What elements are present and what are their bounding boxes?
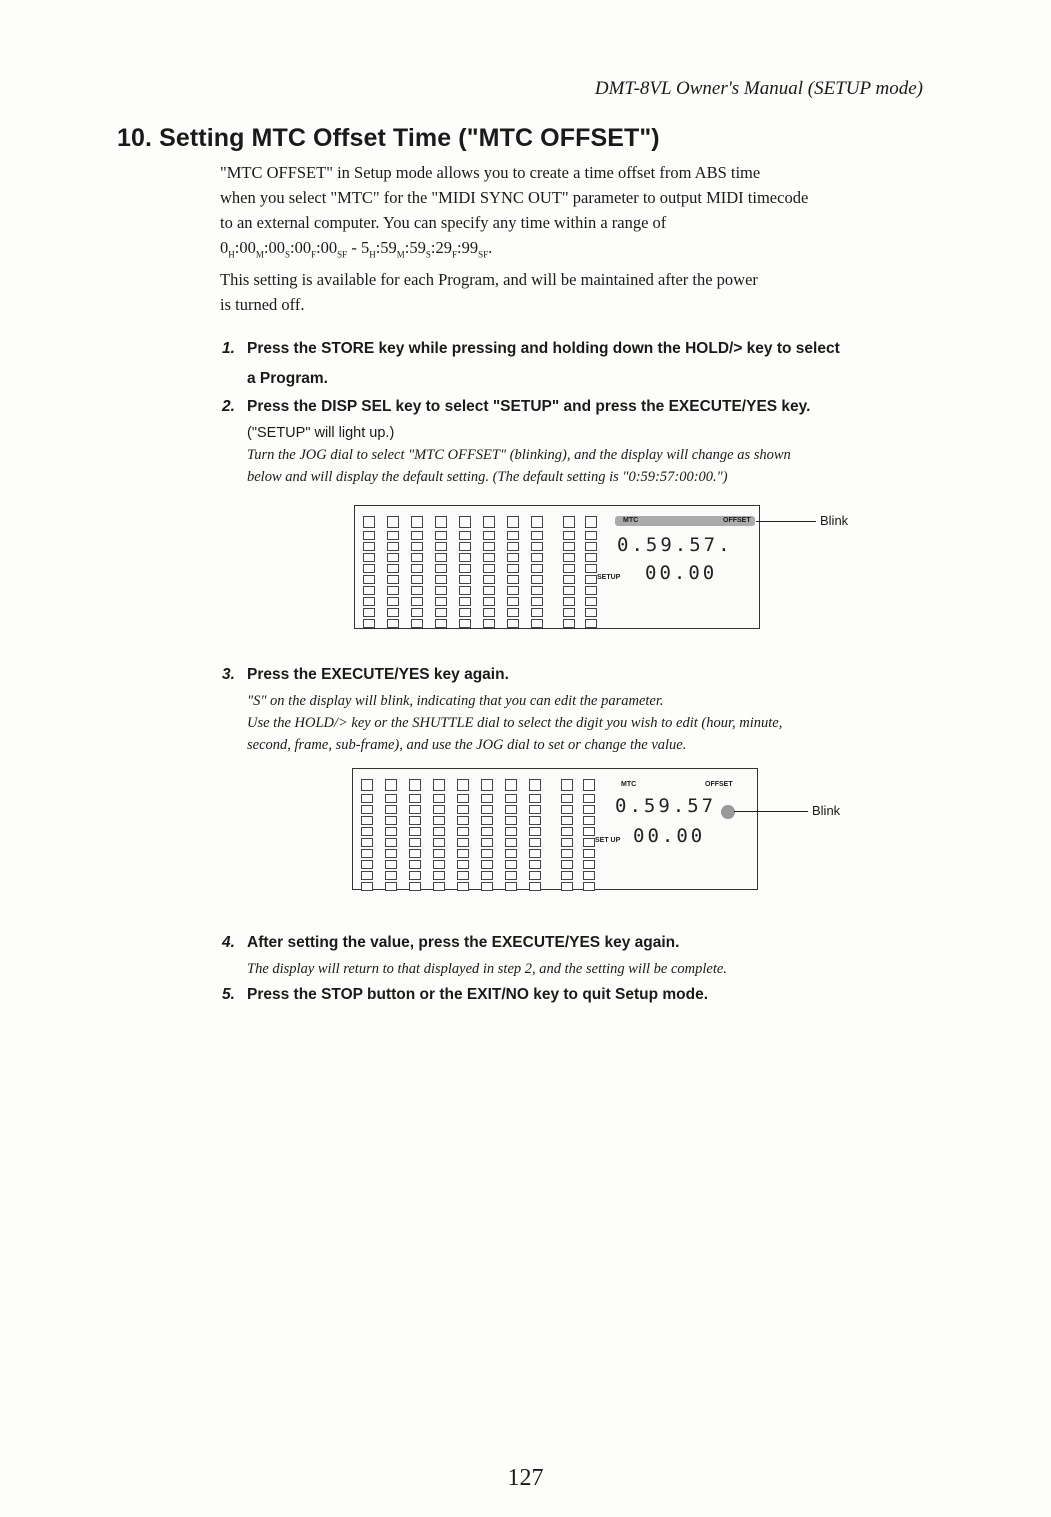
step-text: Press the STOP button or the EXIT/NO key to quit Setup mode. bbox=[247, 986, 709, 1003]
meter-segment bbox=[507, 553, 519, 562]
mtc-label: MTC bbox=[623, 517, 639, 524]
meter-segment bbox=[529, 849, 541, 858]
meter-segment bbox=[507, 597, 519, 606]
step-note: ("SETUP" will light up.) bbox=[247, 425, 395, 441]
meter-segment bbox=[507, 608, 519, 617]
meter-segment bbox=[481, 838, 493, 847]
meter-column bbox=[435, 516, 447, 630]
meter-segment bbox=[585, 531, 597, 540]
blink-callout: Blink bbox=[812, 803, 841, 818]
meter-segment bbox=[583, 827, 595, 836]
meter-segment bbox=[387, 586, 399, 595]
meter-segment bbox=[531, 608, 543, 617]
meter-cap bbox=[387, 516, 399, 528]
meter-segment bbox=[505, 794, 517, 803]
meter-segment bbox=[531, 564, 543, 573]
meter-cap bbox=[505, 779, 517, 791]
meter-segment bbox=[459, 575, 471, 584]
step-number: 5. bbox=[222, 986, 235, 1003]
step-number: 4. bbox=[222, 934, 235, 951]
meter-segment bbox=[585, 586, 597, 595]
meter-segment bbox=[507, 564, 519, 573]
meter-segment bbox=[387, 542, 399, 551]
meter-segment bbox=[411, 553, 423, 562]
meter-segment bbox=[409, 805, 421, 814]
meter-segment bbox=[363, 542, 375, 551]
meter-cap bbox=[433, 779, 445, 791]
step-text: Press the DISP SEL key to select "SETUP" and press the EXECUTE/YES key. bbox=[247, 398, 811, 415]
meter-segment bbox=[563, 575, 575, 584]
meter-segment bbox=[529, 794, 541, 803]
meter-segment bbox=[583, 860, 595, 869]
meter-cap bbox=[435, 516, 447, 528]
offset-label: OFFSET bbox=[705, 781, 733, 788]
meter-segment bbox=[433, 882, 445, 891]
meter-cap bbox=[411, 516, 423, 528]
meter-segment bbox=[563, 531, 575, 540]
meter-segment bbox=[505, 816, 517, 825]
meter-column bbox=[361, 779, 373, 893]
meter-segment bbox=[433, 860, 445, 869]
meter-segment bbox=[561, 849, 573, 858]
meter-segment bbox=[361, 849, 373, 858]
meter-segment bbox=[409, 860, 421, 869]
blink-leader-line bbox=[734, 811, 808, 812]
meter-segment bbox=[483, 608, 495, 617]
meter-segment bbox=[363, 553, 375, 562]
meter-segment bbox=[585, 597, 597, 606]
step-3 bbox=[222, 660, 927, 756]
meter-segment bbox=[385, 827, 397, 836]
meter-segment bbox=[411, 619, 423, 628]
intro-line: "MTC OFFSET" in Setup mode allows you to create a time offset from ABS time bbox=[220, 163, 761, 182]
meter-segment bbox=[561, 794, 573, 803]
meter-segment bbox=[481, 827, 493, 836]
meter-segment bbox=[529, 838, 541, 847]
setup-label: SET UP bbox=[595, 837, 621, 844]
meter-column bbox=[411, 516, 423, 630]
step-detail: below and will display the default setting. (The default setting is "0:59:57:00:00.") bbox=[247, 469, 728, 485]
meter-segment bbox=[585, 608, 597, 617]
meter-column bbox=[531, 516, 543, 630]
meter-column bbox=[529, 779, 541, 893]
meter-segment bbox=[387, 553, 399, 562]
intro-line: when you select "MTC" for the "MIDI SYNC OUT" parameter to output MIDI timecode bbox=[220, 188, 809, 207]
meter-segment bbox=[435, 619, 447, 628]
meter-segment bbox=[457, 794, 469, 803]
lcd-display-2 bbox=[352, 768, 758, 890]
meter-segment bbox=[561, 816, 573, 825]
meter-column bbox=[483, 516, 495, 630]
blinking-digit-marker bbox=[721, 805, 735, 819]
meter-cap bbox=[585, 516, 597, 528]
meter-segment bbox=[433, 827, 445, 836]
meter-segment bbox=[483, 586, 495, 595]
meter-segment bbox=[363, 597, 375, 606]
blink-leader-line bbox=[756, 521, 816, 522]
meter-segment bbox=[385, 882, 397, 891]
meter-segment bbox=[483, 619, 495, 628]
meter-column bbox=[583, 779, 595, 893]
meter-segment bbox=[561, 827, 573, 836]
meter-cap bbox=[507, 516, 519, 528]
meter-segment bbox=[435, 531, 447, 540]
meter-segment bbox=[481, 860, 493, 869]
meter-segment bbox=[387, 619, 399, 628]
meter-segment bbox=[507, 531, 519, 540]
meter-cap bbox=[529, 779, 541, 791]
meter-segment bbox=[385, 794, 397, 803]
meter-segment bbox=[505, 838, 517, 847]
meter-segment bbox=[531, 553, 543, 562]
meter-segment bbox=[481, 882, 493, 891]
meter-segment bbox=[507, 575, 519, 584]
step-number: 2. bbox=[222, 398, 235, 415]
meter-segment bbox=[361, 827, 373, 836]
meter-cap bbox=[563, 516, 575, 528]
meter-segment bbox=[387, 531, 399, 540]
meter-segment bbox=[505, 849, 517, 858]
meter-segment bbox=[481, 805, 493, 814]
meter-cap bbox=[483, 516, 495, 528]
step-number: 3. bbox=[222, 666, 235, 683]
meter-segment bbox=[433, 816, 445, 825]
meter-segment bbox=[409, 794, 421, 803]
meter-segment bbox=[505, 871, 517, 880]
meter-segment bbox=[585, 619, 597, 628]
meter-column bbox=[363, 516, 375, 630]
meter-segment bbox=[433, 794, 445, 803]
meter-column bbox=[561, 779, 573, 893]
meter-segment bbox=[361, 805, 373, 814]
meter-segment bbox=[483, 597, 495, 606]
meter-segment bbox=[435, 575, 447, 584]
meter-segment bbox=[583, 838, 595, 847]
meter-segment bbox=[363, 575, 375, 584]
meter-segment bbox=[483, 564, 495, 573]
time-display-line1: 0.59.57. bbox=[617, 534, 733, 556]
meter-segment bbox=[563, 542, 575, 551]
meter-segment bbox=[563, 597, 575, 606]
meter-column bbox=[507, 516, 519, 630]
step-text: Press the EXECUTE/YES key again. bbox=[247, 666, 509, 683]
meter-segment bbox=[563, 553, 575, 562]
meter-column bbox=[457, 779, 469, 893]
meter-column bbox=[459, 516, 471, 630]
meter-segment bbox=[585, 575, 597, 584]
meter-segment bbox=[387, 608, 399, 617]
meter-segment bbox=[483, 531, 495, 540]
meter-segment bbox=[457, 882, 469, 891]
meter-segment bbox=[457, 816, 469, 825]
meter-segment bbox=[459, 597, 471, 606]
offset-label: OFFSET bbox=[723, 517, 751, 524]
meter-segment bbox=[459, 586, 471, 595]
meter-segment bbox=[583, 816, 595, 825]
meter-segment bbox=[433, 871, 445, 880]
meter-segment bbox=[585, 553, 597, 562]
meter-cap bbox=[583, 779, 595, 791]
meter-segment bbox=[459, 564, 471, 573]
meter-segment bbox=[459, 531, 471, 540]
step-detail: Turn the JOG dial to select "MTC OFFSET" (blinking), and the display will change as shown bbox=[247, 447, 791, 463]
meter-segment bbox=[411, 597, 423, 606]
meter-segment bbox=[385, 849, 397, 858]
meter-segment bbox=[529, 882, 541, 891]
meter-segment bbox=[435, 586, 447, 595]
meter-segment bbox=[363, 586, 375, 595]
meter-segment bbox=[363, 619, 375, 628]
meter-segment bbox=[483, 553, 495, 562]
meter-segment bbox=[435, 597, 447, 606]
meter-segment bbox=[457, 838, 469, 847]
meter-segment bbox=[481, 871, 493, 880]
meter-segment bbox=[411, 531, 423, 540]
meter-segment bbox=[411, 586, 423, 595]
meter-segment bbox=[409, 871, 421, 880]
meter-segment bbox=[561, 860, 573, 869]
meter-segment bbox=[529, 816, 541, 825]
meter-segment bbox=[409, 827, 421, 836]
step-detail: Use the HOLD/> key or the SHUTTLE dial to select the digit you wish to edit (hour, minute, bbox=[247, 715, 783, 731]
meter-segment bbox=[561, 838, 573, 847]
meter-segment bbox=[411, 564, 423, 573]
meter-segment bbox=[531, 531, 543, 540]
meter-segment bbox=[531, 619, 543, 628]
meter-segment bbox=[385, 871, 397, 880]
meter-segment bbox=[505, 805, 517, 814]
meter-cap bbox=[457, 779, 469, 791]
meter-segment bbox=[363, 608, 375, 617]
meter-segment bbox=[409, 882, 421, 891]
step-number: 1. bbox=[222, 340, 235, 357]
meter-segment bbox=[363, 564, 375, 573]
meter-column bbox=[385, 779, 397, 893]
meter-segment bbox=[411, 608, 423, 617]
time-display-line2: 00.00 bbox=[645, 562, 718, 584]
meter-segment bbox=[531, 586, 543, 595]
meter-segment bbox=[585, 564, 597, 573]
meter-segment bbox=[361, 871, 373, 880]
time-display-line2: 00.00 bbox=[633, 825, 706, 847]
meter-segment bbox=[459, 542, 471, 551]
meter-segment bbox=[507, 586, 519, 595]
meter-segment bbox=[457, 871, 469, 880]
meter-cap bbox=[459, 516, 471, 528]
meter-segment bbox=[563, 564, 575, 573]
meter-segment bbox=[481, 849, 493, 858]
meter-segment bbox=[529, 860, 541, 869]
meter-segment bbox=[561, 871, 573, 880]
meter-segment bbox=[561, 805, 573, 814]
step-2 bbox=[222, 392, 927, 488]
meter-column bbox=[433, 779, 445, 893]
meter-segment bbox=[459, 608, 471, 617]
meter-segment bbox=[457, 849, 469, 858]
meter-segment bbox=[433, 838, 445, 847]
meter-segment bbox=[385, 816, 397, 825]
meter-cap bbox=[363, 516, 375, 528]
meter-segment bbox=[563, 586, 575, 595]
meter-segment bbox=[563, 608, 575, 617]
meter-segment bbox=[361, 794, 373, 803]
meter-segment bbox=[387, 597, 399, 606]
meter-segment bbox=[361, 860, 373, 869]
meter-segment bbox=[385, 860, 397, 869]
meter-segment bbox=[483, 575, 495, 584]
meter-segment bbox=[583, 805, 595, 814]
meter-segment bbox=[387, 564, 399, 573]
meter-cap bbox=[361, 779, 373, 791]
meter-segment bbox=[529, 805, 541, 814]
meter-segment bbox=[435, 553, 447, 562]
meter-segment bbox=[411, 542, 423, 551]
meter-segment bbox=[457, 827, 469, 836]
meter-segment bbox=[457, 805, 469, 814]
meter-segment bbox=[411, 575, 423, 584]
meter-segment bbox=[361, 882, 373, 891]
time-range: $0_H:00_M:00_S:00_F:00_{SF}$ - $5_H:59_M:59_S:29_F:99_{SF}$. bbox=[220, 238, 493, 260]
meter-segment bbox=[505, 827, 517, 836]
page-number: 127 bbox=[507, 1465, 544, 1491]
meter-segment bbox=[459, 619, 471, 628]
meter-segment bbox=[361, 838, 373, 847]
meter-segment bbox=[385, 838, 397, 847]
step-1 bbox=[222, 334, 927, 394]
step-detail: second, frame, sub-frame), and use the JOG dial to set or change the value. bbox=[247, 737, 687, 753]
meter-segment bbox=[583, 871, 595, 880]
meter-column bbox=[505, 779, 517, 893]
meter-column bbox=[387, 516, 399, 630]
step-5 bbox=[222, 980, 927, 1010]
intro-paragraph bbox=[220, 160, 925, 317]
meter-segment bbox=[409, 838, 421, 847]
meter-column bbox=[409, 779, 421, 893]
meter-segment bbox=[433, 805, 445, 814]
meter-segment bbox=[585, 542, 597, 551]
meter-segment bbox=[481, 816, 493, 825]
meter-segment bbox=[483, 542, 495, 551]
meter-cap bbox=[409, 779, 421, 791]
meter-column bbox=[481, 779, 493, 893]
meter-segment bbox=[435, 564, 447, 573]
meter-cap bbox=[561, 779, 573, 791]
meter-cap bbox=[481, 779, 493, 791]
meter-segment bbox=[507, 542, 519, 551]
meter-segment bbox=[505, 860, 517, 869]
meter-column bbox=[585, 516, 597, 630]
meter-segment bbox=[563, 619, 575, 628]
step-detail: "S" on the display will blink, indicating that you can edit the parameter. bbox=[247, 693, 664, 709]
running-header: DMT-8VL Owner's Manual (SETUP mode) bbox=[594, 78, 923, 99]
meter-cap bbox=[385, 779, 397, 791]
meter-segment bbox=[435, 542, 447, 551]
meter-segment bbox=[583, 794, 595, 803]
meter-segment bbox=[363, 531, 375, 540]
meter-segment bbox=[507, 619, 519, 628]
lcd-display-1 bbox=[354, 505, 760, 629]
step-text: Press the STORE key while pressing and holding down the HOLD/> key to select bbox=[247, 340, 840, 357]
step-text: After setting the value, press the EXECUTE/YES key again. bbox=[247, 934, 680, 951]
meter-segment bbox=[481, 794, 493, 803]
meter-segment bbox=[531, 575, 543, 584]
meter-segment bbox=[459, 553, 471, 562]
mtc-label: MTC bbox=[621, 781, 637, 788]
step-text: a Program. bbox=[247, 370, 328, 387]
meter-segment bbox=[361, 816, 373, 825]
meter-segment bbox=[583, 849, 595, 858]
meter-segment bbox=[435, 608, 447, 617]
meter-segment bbox=[385, 805, 397, 814]
meter-segment bbox=[583, 882, 595, 891]
meter-segment bbox=[561, 882, 573, 891]
intro-line: to an external computer. You can specify any time within a range of bbox=[220, 213, 667, 232]
meter-column bbox=[563, 516, 575, 630]
blink-callout: Blink bbox=[820, 513, 849, 528]
setup-label: SETUP bbox=[597, 574, 621, 581]
intro-line: This setting is available for each Program, and will be maintained after the power bbox=[220, 270, 758, 290]
meter-segment bbox=[409, 816, 421, 825]
step-detail: The display will return to that displayed in step 2, and the setting will be complete. bbox=[247, 961, 727, 977]
meter-segment bbox=[529, 871, 541, 880]
meter-segment bbox=[433, 849, 445, 858]
section-title: 10. Setting MTC Offset Time ("MTC OFFSET") bbox=[117, 124, 660, 152]
step-4 bbox=[222, 928, 927, 980]
meter-segment bbox=[457, 860, 469, 869]
meter-segment bbox=[531, 597, 543, 606]
time-display-line1: 0.59.57 bbox=[615, 795, 717, 817]
meter-segment bbox=[529, 827, 541, 836]
meter-segment bbox=[387, 575, 399, 584]
meter-cap bbox=[531, 516, 543, 528]
meter-segment bbox=[409, 849, 421, 858]
meter-segment bbox=[505, 882, 517, 891]
intro-line: is turned off. bbox=[220, 295, 305, 315]
meter-segment bbox=[531, 542, 543, 551]
